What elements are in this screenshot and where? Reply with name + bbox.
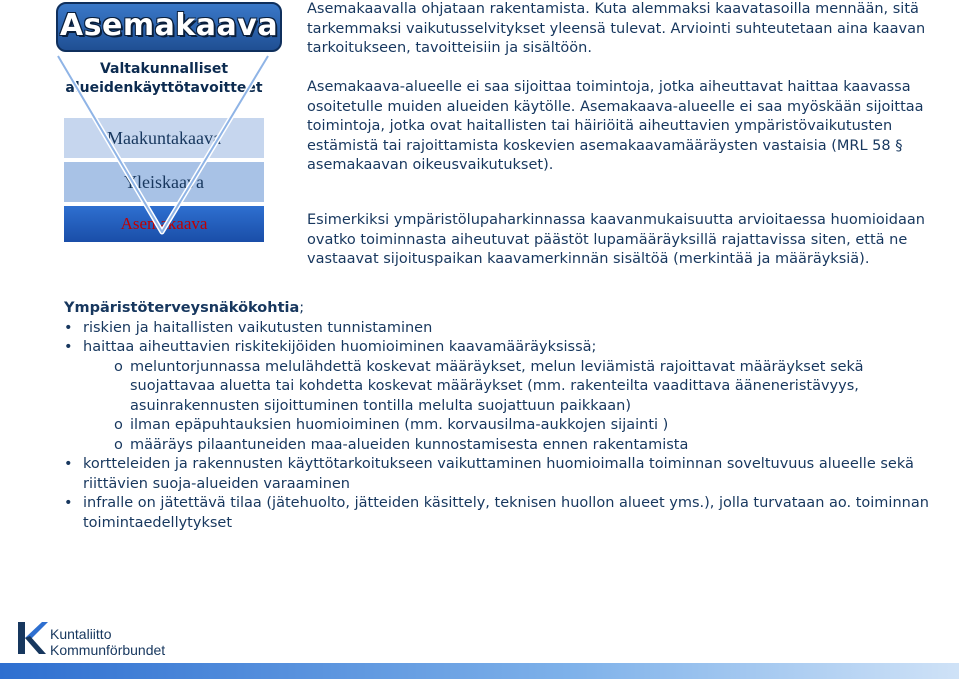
level-detailed-plan: Asemakaava — [64, 206, 264, 242]
bullet-icon: • — [64, 339, 73, 355]
environmental-health-section — [64, 299, 944, 533]
env-list — [64, 319, 944, 534]
sub-list-item-text: määräys pilaantuneiden maa-alueiden kunnostamisesta ennen rakentamista — [130, 436, 689, 453]
sub-bullet-icon: o — [114, 417, 123, 433]
sub-list-item-text: meluntorjunnassa melulähdettä koskevat määräykset, melun leviämistä rajoittavat määräykset sekä suojattavaa aluetta tai kohdetta koskevat määräykset (mm. rakenteilta vaadittava ääneneristävyys, asuinrakennusten sijoittuminen tontilla melulta suojattuun paikkaan) — [130, 358, 864, 414]
list-item — [64, 319, 944, 339]
level-national-guidelines: Valtakunnalliset alueidenkäyttötavoitteet — [64, 56, 264, 120]
footer-band — [0, 663, 959, 679]
sub-list-item-text: ilman epäpuhtauksien huomioiminen (mm. korvausilma-aukkojen sijainti ) — [130, 417, 669, 433]
logo-mark-icon — [14, 618, 48, 658]
list-item-text: haittaa aiheuttavien riskitekijöiden huomioiminen kaavamääräyksissä; — [83, 339, 597, 355]
intro-paragraph: Asemakaavalla ohjataan rakentamista. Kuta alemmaksi kaavatasoilla mennään, sitä tarkemmaksi vaikutusselvitykset yleensä tulevat. Arviointi suhteutetaan aina kaavan tarkoitukseen, tavoitteisiin ja sisältöön. — [307, 1, 926, 56]
env-heading: Ympäristöterveysnäkökohtia — [64, 300, 300, 316]
logo-line-2: Kommunförbundet — [50, 642, 166, 658]
list-item — [64, 338, 944, 358]
level-regional-plan: Maakuntakaava — [64, 118, 264, 158]
sub-bullet-icon: o — [114, 358, 123, 375]
bullet-icon: • — [64, 319, 73, 336]
env-heading-suffix: ; — [299, 300, 305, 316]
sub-list-item — [64, 358, 944, 417]
list-item — [64, 494, 944, 533]
logo-line-1: Kuntaliitto — [50, 626, 112, 642]
list-item — [64, 455, 944, 494]
list-item-text: riskien ja haitallisten vaikutusten tunnistaminen — [83, 319, 433, 336]
logo-wordmark — [50, 626, 165, 658]
restrictions-paragraph: Asemakaava-alueelle ei saa sijoittaa toimintoja, jotka aiheuttavat haittaa kaavassa osoitetulle muiden alueiden käytölle. Asemakaava-alueelle ei saa myöskään sijoittaa toimintoja, jotka ovat haitallisten tai häiriöitä aiheuttavien ympäristövaikutusten estämistä tai rajoittamista koskevien asemakaavamääräysten vastaisia (MRL 58 § asemakaavan oikeusvaikutukset). — [307, 79, 924, 173]
level-master-plan: Yleiskaava — [64, 162, 264, 202]
sub-list-item — [64, 436, 944, 456]
env-heading-line — [64, 299, 944, 319]
sub-list-item — [64, 416, 944, 436]
kuntaliitto-logo — [14, 618, 194, 662]
list-item-text: infralle on jätettävä tilaa (jätehuolto, jätteiden käsittely, teknisen huollon alueet yms.), jolla turvataan ao. toiminnan toimintaedellytykset — [83, 495, 929, 531]
slide-title: Asemakaava — [56, 2, 282, 52]
bullet-icon: • — [64, 456, 73, 472]
planning-hierarchy-diagram — [0, 0, 300, 300]
sub-bullet-icon: o — [114, 436, 123, 453]
bullet-icon: • — [64, 495, 73, 511]
example-paragraph: Esimerkiksi ympäristölupaharkinnassa kaavanmukaisuutta arvioitaessa huomioidaan ovatko toiminnasta aiheutuvat päästöt lupamääräyksillä rajattavissa siten, että ne vastaavat sijoituspaikan kaavamerkinnän sisältöä (merkintää ja määräyksiä). — [307, 212, 925, 267]
list-item-text: kortteleiden ja rakennusten käyttötarkoitukseen vaikuttaminen huomioimalla toiminnan soveltuvuus alueelle sekä riittävien suoja-alueiden varaaminen — [83, 456, 914, 492]
